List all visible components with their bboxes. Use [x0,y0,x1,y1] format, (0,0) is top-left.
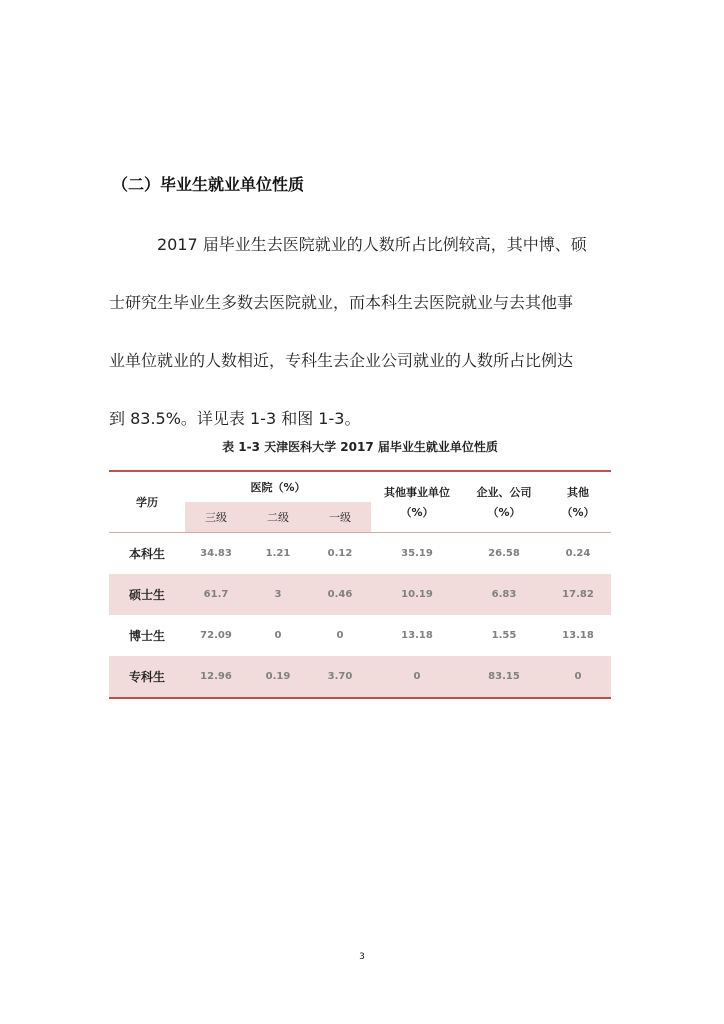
section-heading: （二）毕业生就业单位性质 [112,175,305,194]
header-other-line2: （%） [561,506,595,519]
table-cell: 13.18 [562,630,594,641]
table-cell: 34.83 [185,533,247,575]
table-cell: 3.70 [309,656,371,698]
header-other-line1: 其他 [567,486,589,499]
table-cell: 17.82 [545,574,611,615]
row-label: 博士生 [128,629,165,643]
table-row [109,533,611,575]
table-cell: 83.15 [463,656,545,698]
table-cell: 26.58 [463,533,545,575]
header-enterprise-line1: 企业、公司 [476,486,532,499]
table-cell: 0.24 [545,533,611,575]
table-cell: 6.83 [463,574,545,615]
paragraph-line: 2017 届毕业生去医院就业的人数所占比例较高，其中博、硕 [157,235,587,254]
table-cell: 1.21 [247,533,309,575]
table-row [109,656,611,698]
header-hospital-tier2: 二级 [247,502,309,533]
table-caption: 表 1-3 天津医科大学 2017 届毕业生就业单位性质 [222,440,498,454]
table-cell: 10.19 [371,574,463,615]
header-hospital-tier1: 一级 [309,502,371,533]
table-cell: 0 [371,656,463,698]
body-paragraph [109,216,629,448]
table-cell: 0 [336,630,344,641]
employment-table [109,470,611,699]
table-cell: 0 [545,656,611,698]
header-education: 学历 [136,496,158,509]
row-label: 专科生 [109,656,185,698]
table-cell: 61.7 [185,574,247,615]
page-number: 3 [359,952,365,962]
header-other-public-line1: 其他事业单位 [384,486,450,499]
row-label: 硕士生 [109,574,185,615]
table-cell: 12.96 [185,656,247,698]
header-enterprise-line2: （%） [487,506,521,519]
table-cell: 0 [274,630,282,641]
header-enterprise [463,471,545,533]
table-cell: 0.19 [247,656,309,698]
table-row [109,615,611,656]
paragraph-line: 到 83.5%。详见表 1-3 和图 1-3。 [109,409,361,428]
table-cell: 35.19 [371,533,463,575]
header-hospital: 医院（%） [250,481,306,494]
table-cell: 3 [247,574,309,615]
table-cell: 72.09 [200,630,232,641]
header-other-public [371,471,463,533]
paragraph-line: 业单位就业的人数相近，专科生去企业公司就业的人数所占比例达 [109,351,574,370]
table-cell: 0.46 [309,574,371,615]
header-hospital-tier3: 三级 [185,502,247,533]
paragraph-line: 士研究生毕业生多数去医院就业，而本科生去医院就业与去其他事 [109,293,574,312]
header-other [545,471,611,533]
table-cell: 0.12 [309,533,371,575]
header-other-public-line2: （%） [400,506,434,519]
table-row [109,574,611,615]
table-cell: 13.18 [401,630,433,641]
table-cell: 1.55 [491,630,517,641]
row-label: 本科生 [109,533,185,575]
